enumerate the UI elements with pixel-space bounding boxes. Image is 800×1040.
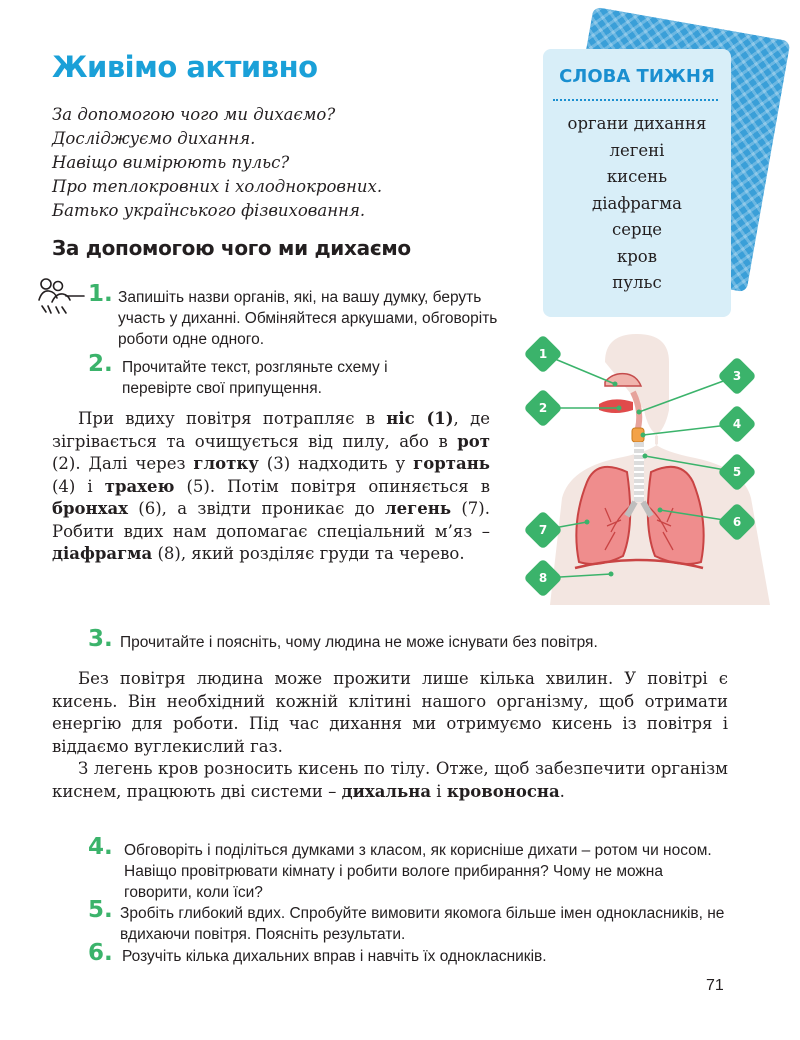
words-list xyxy=(543,111,731,297)
task-number: 1. xyxy=(88,281,113,307)
respiratory-system-diagram xyxy=(515,332,770,607)
task-6 xyxy=(88,940,728,967)
intro-line: Навіщо вимірюють пульс? xyxy=(52,153,290,172)
svg-text:8: 8 xyxy=(538,571,548,585)
word-item: пульс xyxy=(612,273,662,292)
word-item: легені xyxy=(609,140,665,160)
task-text: Зробіть глибокий вдих. Спробуйте вимовити якомога більше імен однокласників, не вдихаючи повітря. Поясніть результати. xyxy=(120,905,725,943)
words-box-title: СЛОВА ТИЖНЯ xyxy=(559,66,715,87)
intro-line: Батько українського фізвиховання. xyxy=(52,201,366,220)
intro-line: За допомогою чого ми дихаємо? xyxy=(52,105,336,124)
divider xyxy=(553,99,718,101)
words-box xyxy=(543,49,731,317)
task-text: Запишіть назви органів, які, на вашу думку, беруть участь у диханні. Обміняйтеся аркушами, обговоріть роботи одне одного. xyxy=(118,289,498,348)
svg-text:3: 3 xyxy=(732,369,742,383)
svg-text:7: 7 xyxy=(538,523,548,537)
task-text: Прочитайте і поясніть, чому людина не може існувати без повітря. xyxy=(120,634,598,651)
intro-questions xyxy=(52,103,492,223)
badge-2 xyxy=(523,388,563,428)
task-number: 5. xyxy=(88,897,113,923)
section-heading: За допомогою чого ми дихаємо xyxy=(52,236,411,260)
page-title: Живімо активно xyxy=(52,50,318,84)
task-1 xyxy=(88,281,516,350)
task-number: 3. xyxy=(88,626,113,652)
badge-1 xyxy=(523,334,563,374)
intro-line: Досліджуємо дихання. xyxy=(52,129,256,148)
task-number: 4. xyxy=(88,834,113,860)
paragraph-text: Без повітря людина може прожити лише кілька хвилин. У повітрі є кисень. Він необхідний кожній клітині нашого організму, щоб отримати енергію для роботи. Під час дихання ми отримуємо кисень із повітря і віддаємо вуглекислий газ. xyxy=(52,669,728,756)
paragraph-oxygen xyxy=(52,668,728,803)
word-item: серце xyxy=(612,220,662,239)
task-3 xyxy=(88,626,748,653)
group-work-icon xyxy=(36,276,90,318)
task-text: Розучіть кілька дихальних вправ і навчіть їх однокласників. xyxy=(122,948,547,965)
badge-4 xyxy=(717,404,757,444)
trachea xyxy=(634,442,644,502)
page-number: 71 xyxy=(706,977,724,994)
intro-line: Про теплокровних і холоднокровних. xyxy=(52,177,383,196)
task-text: Прочитайте текст, розгляньте схему і перевірте свої припущення. xyxy=(122,359,388,397)
svg-text:6: 6 xyxy=(732,515,742,529)
word-item: органи дихання xyxy=(567,114,707,133)
svg-text:2: 2 xyxy=(538,401,548,415)
svg-text:4: 4 xyxy=(732,417,742,431)
svg-text:5: 5 xyxy=(732,465,742,479)
svg-text:1: 1 xyxy=(538,347,548,361)
word-item: кисень xyxy=(606,167,668,186)
paragraph-text: З легень кров розносить кисень по тілу. Отже, щоб забезпечити організм киснем, працюють дві системи – дихальна і кровоносна. xyxy=(52,759,728,801)
task-2 xyxy=(88,351,458,399)
badge-3 xyxy=(717,356,757,396)
mouth xyxy=(599,399,633,413)
paragraph-respiration: При вдиху повітря потрапляє в ніс (1), де зігрівається та очищується від пилу, або в рот (2). Далі через глотку (3) надходить у гортань (4) і трахею (5). Потім повітря опиняється в бронхах (6), а звідти проникає до легень (7). Робити вдих нам допомагає спеціальний м’яз – діафрагма (8), який розділяє груди та черево. xyxy=(52,409,490,563)
word-item: кров xyxy=(616,246,658,266)
task-5 xyxy=(88,897,728,945)
word-item: діафрагма xyxy=(592,193,682,213)
task-text: Обговоріть і поділіться думками з класом, як корисніше дихати – ротом чи носом. Навіщо провітрювати кімнату і робити вологе прибирання? Чому не можна говорити, коли їси? xyxy=(124,842,712,901)
task-number: 6. xyxy=(88,940,113,966)
task-number: 2. xyxy=(88,351,113,377)
task-4 xyxy=(88,834,728,903)
